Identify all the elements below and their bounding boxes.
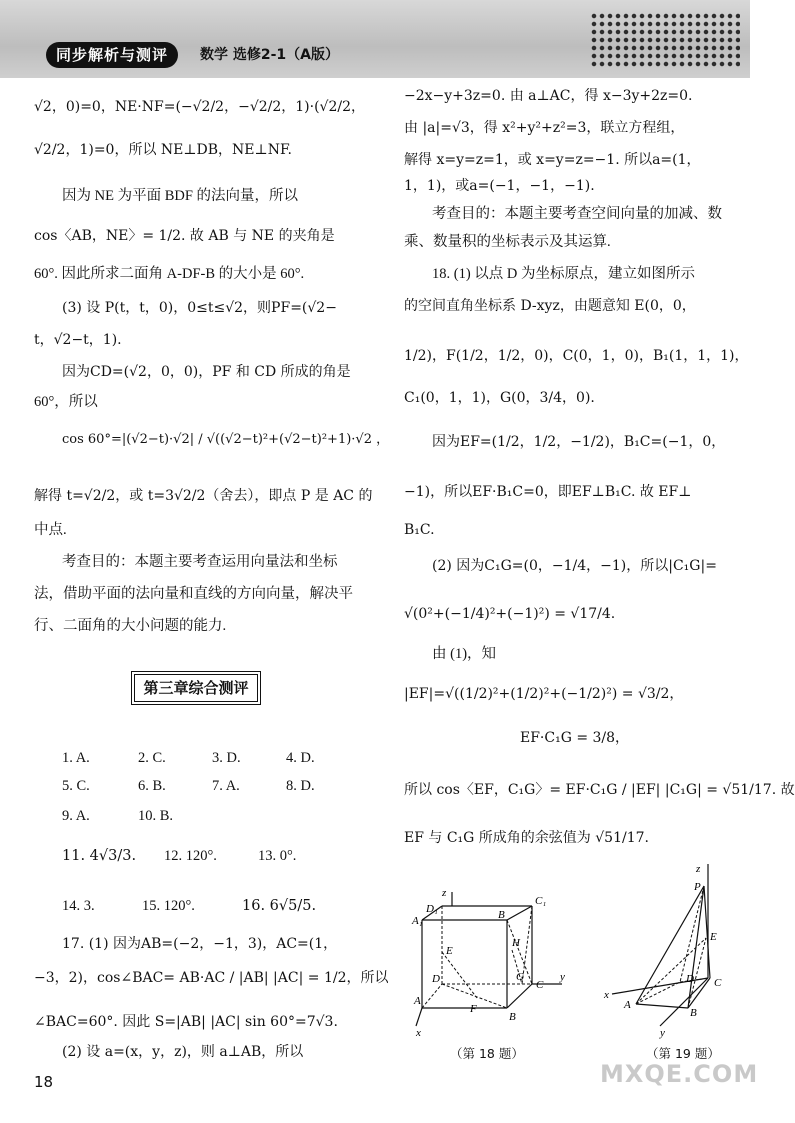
left-line-6: (3) 设 P(t，t，0)，0≤t≤√2，则PF=(√2− <box>62 300 337 316</box>
answer-5: 5. C. <box>62 778 90 794</box>
edge-a-d <box>422 984 442 1008</box>
right-line-3: 解得 x=y=z=1，或 x=y=z=−1. 所以a=(1， <box>404 152 701 168</box>
label-b: B <box>509 1011 516 1023</box>
right-line-19: 所以 cos〈EF，C₁G〉= EF·C₁G / |EF| |C₁G| = √51/17. 故 <box>404 782 795 798</box>
figure-18-cube <box>412 880 572 1040</box>
right-line-4: 1，1)，或a=(−1，−1，−1). <box>404 178 595 194</box>
label-a: A <box>414 995 421 1007</box>
label-c: C <box>536 979 544 991</box>
label-a: A <box>624 999 631 1011</box>
left-line-5: 60°. 因此所求二面角 A-DF-B 的大小是 60°. <box>34 266 305 282</box>
dot-pattern-decoration <box>590 12 740 68</box>
label-c1: C₁ <box>535 895 547 907</box>
label-b1: B <box>498 909 505 921</box>
edge-b-c <box>507 984 532 1008</box>
answer-12: 12. 120°. <box>164 848 217 864</box>
label-p: P <box>694 881 701 893</box>
label-y: y <box>660 1027 665 1039</box>
figure-19-caption: （第 19 题） <box>646 1046 720 1061</box>
answer-11: 11. 4√3/3. <box>62 848 137 864</box>
right-line-14: (2) 因为C₁G=(0，−1/4，−1)，所以|C₁G|= <box>432 558 717 574</box>
left-line-17d: (2) 设 a=(x，y，z)，则 a⊥AB，所以 <box>62 1044 304 1060</box>
left-line-8: 因为CD=(√2，0，0)，PF 和 CD 所成的角是 <box>62 364 351 380</box>
x-axis <box>416 1008 422 1026</box>
left-line-4: cos〈AB，NE〉= 1/2. 故 AB 与 NE 的夹角是 <box>34 228 335 244</box>
series-title: 同步解析与测评 <box>46 42 178 68</box>
answer-9: 9. A. <box>62 808 90 824</box>
right-line-15: √(0²+(−1/4)²+(−1)²) = √17/4. <box>404 606 616 622</box>
right-line-11: 因为EF=(1/2，1/2，−1/2)，B₁C=(−1，0， <box>432 434 726 450</box>
figure-18-caption: （第 18 题） <box>450 1046 524 1061</box>
label-z: z <box>442 887 447 899</box>
left-line-3: 因为 NE 为平面 BDF 的法向量，所以 <box>62 188 299 204</box>
subject-title: 数学 选修2-1（A版） <box>200 47 340 63</box>
label-h: H <box>512 937 520 949</box>
left-line-17b: −3，2)，cos∠BAC= AB·AC / |AB| |AC| = 1/2，所以 <box>34 970 389 986</box>
left-line-1: √2，0)=0，NE·NF=(−√2/2，−√2/2，1)·(√2/2， <box>34 99 366 115</box>
header-banner <box>0 0 750 78</box>
right-line-2: 由 |a|=√3，得 x²+y²+z²=3，联立方程组， <box>404 120 685 136</box>
right-line-5: 考查目的：本题主要考查空间向量的加减、数 <box>432 206 722 222</box>
answer-7: 7. A. <box>212 778 240 794</box>
answer-1: 1. A. <box>62 750 90 766</box>
label-e: E <box>710 931 717 943</box>
label-b: B <box>690 1007 697 1019</box>
label-a1: A₁ <box>412 915 423 927</box>
answer-15: 15. 120°. <box>142 898 195 914</box>
left-line-13: 考查目的：本题主要考查运用向量法和坐标 <box>62 554 338 570</box>
right-line-17: |EF|=√((1/2)²+(1/2)²+(−1/2)²) = √3/2， <box>404 686 684 702</box>
label-x: x <box>416 1027 421 1039</box>
right-line-9: 1/2)，F(1/2，1/2，0)，C(0，1，0)，B₁(1，1，1)， <box>404 348 749 364</box>
right-line-12: −1)，所以EF·B₁C=0，即EF⊥B₁C. 故 EF⊥ <box>404 484 692 500</box>
answer-16: 16. 6√5/5. <box>242 898 317 914</box>
label-d: D <box>432 973 440 985</box>
edge-pd <box>680 886 704 982</box>
left-line-17c: ∠BAC=60°. 因此 S=|AB| |AC| sin 60°=7√3. <box>34 1014 338 1030</box>
left-line-7: t，√2−t，1). <box>34 332 122 348</box>
right-line-20: EF 与 C₁G 所成角的余弦值为 √51/17. <box>404 830 649 846</box>
section-heading: 第三章综合测评 <box>134 674 258 702</box>
right-line-8: 的空间直角坐标系 D-xyz，由题意知 E(0，0， <box>404 298 696 314</box>
left-line-9: 60°，所以 <box>34 394 98 410</box>
figure-19-pyramid <box>600 858 730 1042</box>
answer-13: 13. 0°. <box>258 848 297 864</box>
segment-ae <box>636 938 706 1004</box>
answer-6: 6. B. <box>138 778 166 794</box>
label-y: y <box>560 971 565 983</box>
watermark: MXQE.COM <box>600 1060 759 1088</box>
label-f: F <box>470 1003 477 1015</box>
right-line-10: C₁(0，1，1)，G(0，3/4，0). <box>404 390 595 406</box>
right-line-16: 由 (1)，知 <box>432 646 497 662</box>
left-line-11: 解得 t=√2/2，或 t=3√2/2（舍去），即点 P 是 AC 的 <box>34 488 373 504</box>
label-g: G <box>516 971 524 983</box>
label-e: E <box>446 945 453 957</box>
label-c: C <box>714 977 722 989</box>
right-line-13: B₁C. <box>404 522 435 538</box>
left-line-14: 法，借助平面的法向量和直线的方向向量，解决平 <box>34 586 353 602</box>
answer-3: 3. D. <box>212 750 241 766</box>
page-number: 18 <box>34 1073 54 1091</box>
right-line-18: EF·C₁G = 3/8， <box>520 730 630 746</box>
answer-14: 14. 3. <box>62 898 95 914</box>
label-d1: D₁ <box>426 903 438 915</box>
answer-10: 10. B. <box>138 808 174 824</box>
left-line-10: cos 60°=|(√2−t)·√2| / √((√2−t)²+(√2−t)²+1)·√2 ， <box>62 432 390 447</box>
answer-4: 4. D. <box>286 750 315 766</box>
left-line-12: 中点. <box>34 522 67 538</box>
edge-b1-c1 <box>507 906 532 920</box>
answer-8: 8. D. <box>286 778 315 794</box>
answer-2: 2. C. <box>138 750 166 766</box>
label-x: x <box>604 989 609 1001</box>
segment-ef <box>442 952 477 998</box>
right-line-6: 乘、数量积的坐标表示及其运算. <box>404 234 611 250</box>
label-d: D <box>686 973 694 985</box>
left-line-17a: 17. (1) 因为AB=(−2，−1，3)，AC=(1， <box>62 936 338 952</box>
left-line-15: 行、二面角的大小问题的能力. <box>34 618 227 634</box>
right-line-1: −2x−y+3z=0. 由 a⊥AC，得 x−3y+2z=0. <box>404 88 693 104</box>
label-z: z <box>696 863 701 875</box>
left-line-2: √2/2，1)=0，所以 NE⊥DB，NE⊥NF. <box>34 142 292 158</box>
right-line-7: 18. (1) 以点 D 为坐标原点，建立如图所示 <box>432 266 696 282</box>
